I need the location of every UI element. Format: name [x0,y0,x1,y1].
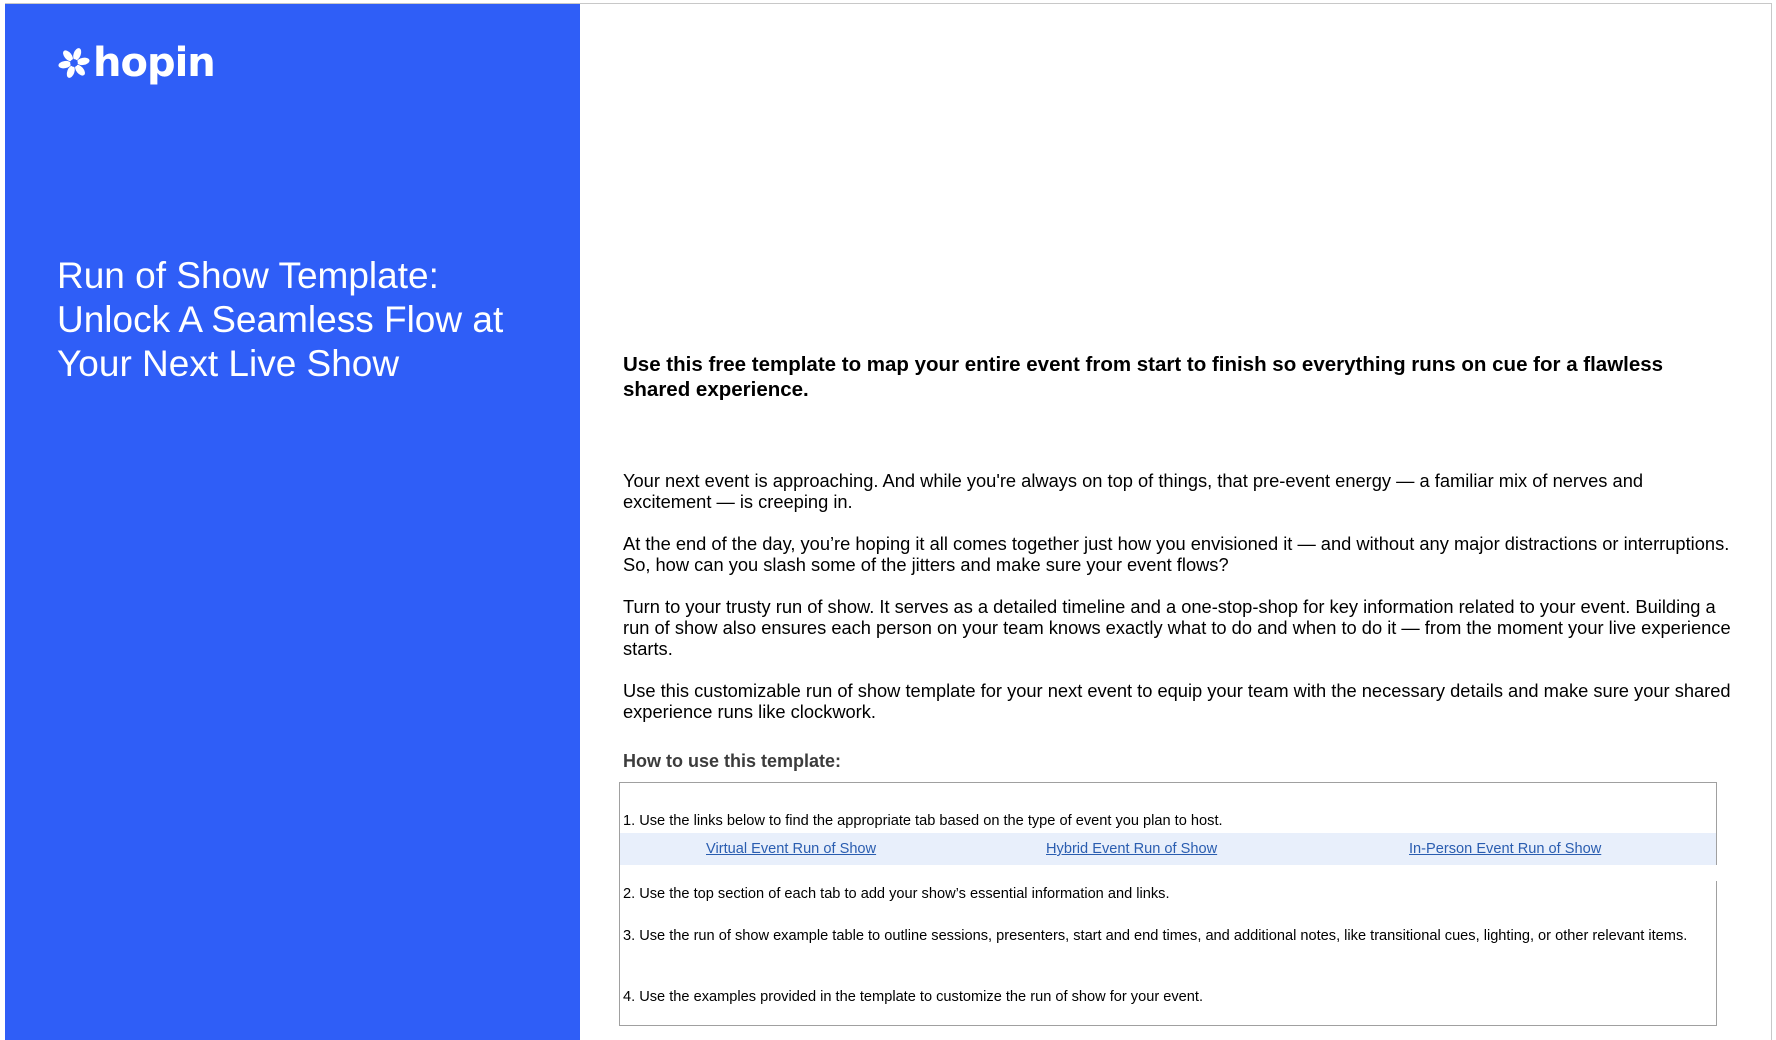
title-line: Run of Show Template: [57,255,439,296]
instruction-step: 1. Use the links below to find the appropriate tab based on the type of event you plan to host. [623,813,1223,829]
instruction-step: 2. Use the top section of each tab to add your show’s essential information and links. [623,886,1170,902]
title-line: Unlock A Seamless Flow at [57,299,504,340]
intro-paragraph: Turn to your trusty run of show. It serves as a detailed timeline and a one-stop-shop for key information related to your event. Building a run of show also ensures each person on your team knows exactly what to do and when to do it — from the moment your live experience starts. [623,596,1731,659]
virtual-event-link[interactable]: Virtual Event Run of Show [706,841,877,857]
lead-text: Use this free template to map your entire event from start to finish so everything runs on cue for a flawless shared experience. [623,353,1664,401]
title-line: Your Next Live Show [57,343,400,384]
sidebar-panel [5,4,580,1040]
hopin-logo [57,40,215,86]
intro-paragraph: At the end of the day, you’re hoping it all comes together just how you envisioned it — and without any major distractions or interruptions. So, how can you slash some of the jitters and make sure your event flows? [623,533,1730,575]
box-border-gap [1714,865,1720,881]
intro-paragraph: Use this customizable run of show template for your next event to equip your team with the necessary details and make sure your shared experience runs like clockwork. [623,680,1731,722]
in-person-event-link[interactable]: In-Person Event Run of Show [1409,841,1602,857]
instruction-step: 4. Use the examples provided in the template to customize the run of show for your event. [623,989,1204,1005]
event-links-row [620,833,1716,865]
hopin-swirl-icon [57,46,91,80]
page-title [57,254,557,386]
hybrid-event-link[interactable]: Hybrid Event Run of Show [1046,841,1218,857]
instructions-box [619,782,1717,1026]
intro-paragraph: Your next event is approaching. And while you're always on top of things, that pre-event energy — a familiar mix of nerves and excitement — is creeping in. [623,470,1644,512]
logo-wordmark: hopin [93,40,215,86]
howto-heading: How to use this template: [623,751,842,771]
instruction-step: 3. Use the run of show example table to outline sessions, presenters, start and end times, and additional notes, like transitional cues, lighting, or other relevant items. [623,928,1688,944]
